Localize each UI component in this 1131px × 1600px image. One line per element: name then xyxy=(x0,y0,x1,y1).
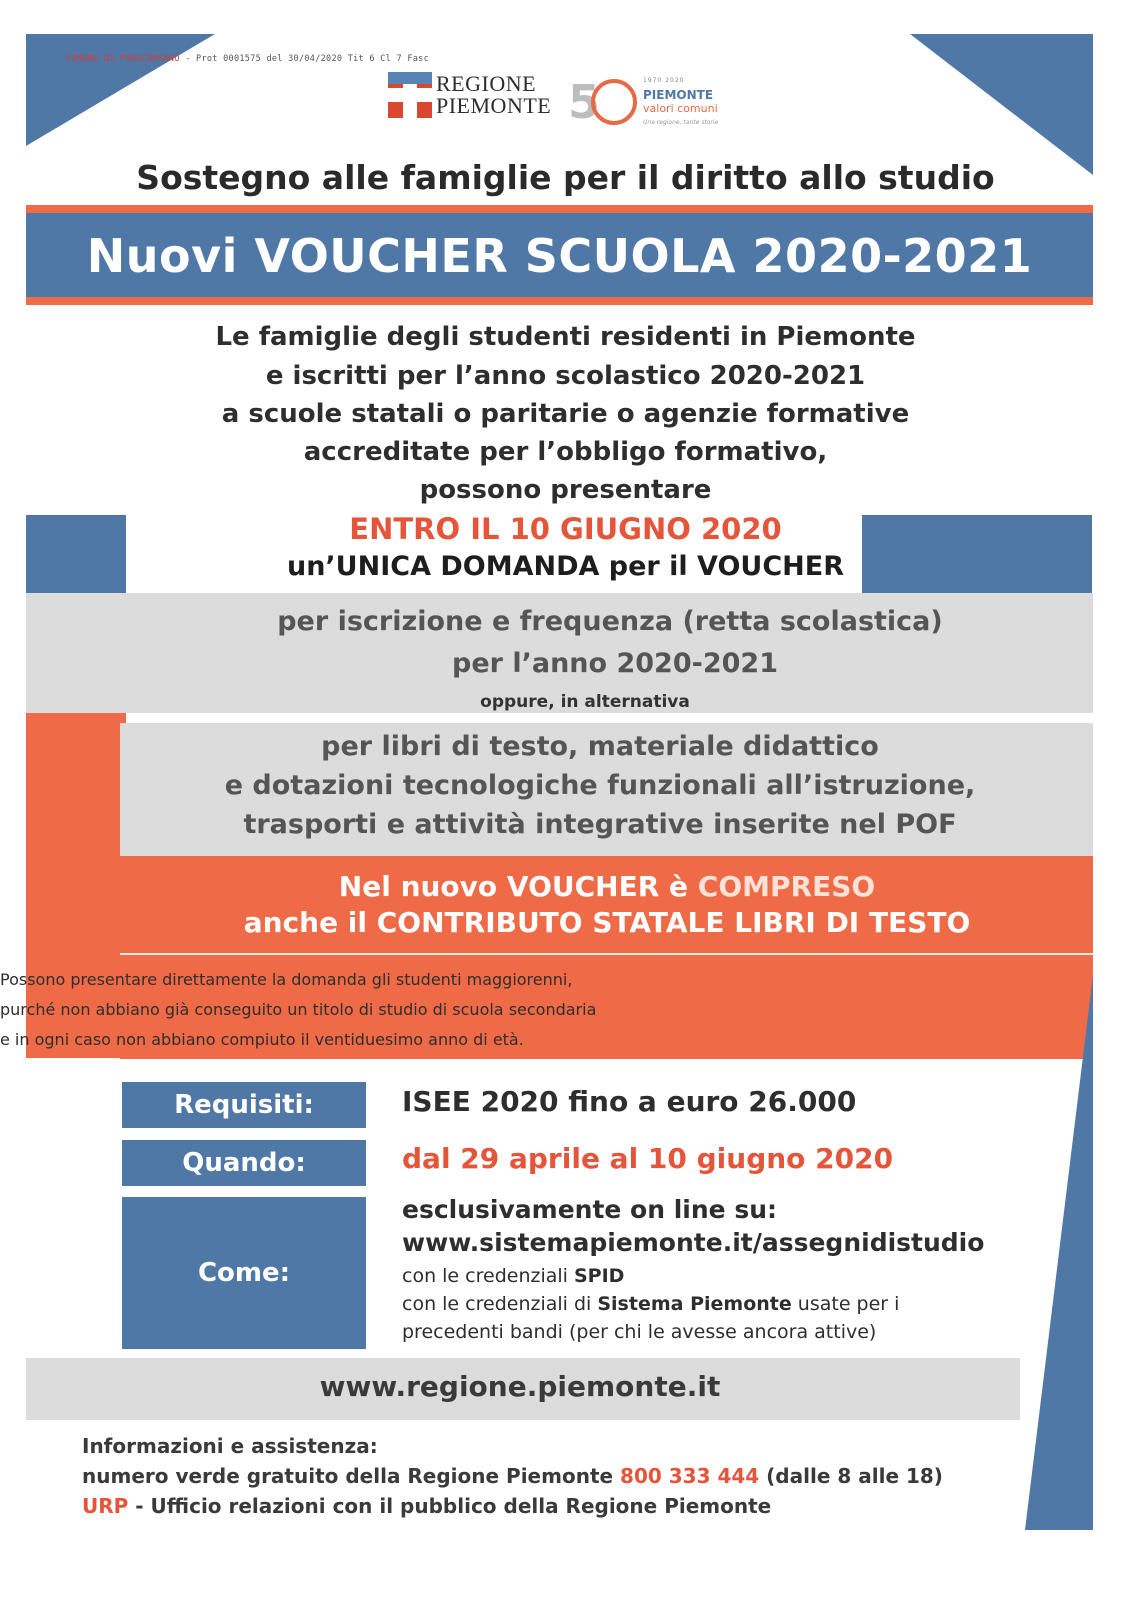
top-left-triangle xyxy=(26,34,215,146)
regione-logo-text xyxy=(436,73,551,117)
come-sp-suffix: usate per i xyxy=(791,1293,900,1315)
come-spid-line xyxy=(402,1265,624,1287)
come-sp: Sistema Piemonte xyxy=(597,1293,792,1315)
come-spid-prefix: con le credenziali xyxy=(402,1265,574,1287)
regione-logo-line1: REGIONE xyxy=(436,71,537,96)
page-subtitle: Sostegno alle famiglie per il diritto allo studio xyxy=(136,158,995,197)
fifty-years-logo xyxy=(568,74,718,130)
fifty-circle-icon xyxy=(591,79,637,125)
regione-piemonte-logo xyxy=(388,72,551,118)
protocol-number: - Prot 0001575 del 30/04/2020 Tit 6 Cl 7 Fasc xyxy=(185,54,429,64)
intro-line-5: possono presentare xyxy=(419,475,712,505)
title-stripe-top xyxy=(26,205,1093,213)
info-heading: Informazioni e assistenza: xyxy=(82,1434,378,1458)
title-stripe-bottom xyxy=(26,297,1093,305)
fifty-logo-text xyxy=(643,74,718,130)
come-sp-prefix: con le credenziali di xyxy=(402,1293,598,1315)
fifty-piemonte: PIEMONTE xyxy=(643,88,714,102)
regione-shield-icon xyxy=(388,72,432,118)
option2-line-1: per libri di testo, materiale didattico xyxy=(321,731,879,762)
compreso-text: Nel nuovo VOUCHER è xyxy=(338,870,698,903)
quando-value: dal 29 aprile al 10 giugno 2020 xyxy=(402,1142,894,1175)
intro-line-2: e iscritti per l’anno scolastico 2020-2021 xyxy=(265,361,866,391)
quando-label: Quando: xyxy=(122,1140,366,1186)
website-link[interactable]: www.regione.piemonte.it xyxy=(319,1370,721,1403)
info-urp: URP xyxy=(82,1494,129,1518)
compreso-line-1 xyxy=(126,870,1088,903)
requisiti-value: ISEE 2020 fino a euro 26.000 xyxy=(402,1085,857,1118)
top-right-triangle xyxy=(910,34,1093,175)
note-line-2: purché non abbiano già conseguito un titolo di studio di scuola secondaria xyxy=(0,1000,597,1019)
intro-line-3: a scuole statali o paritarie o agenzie formative xyxy=(221,399,910,429)
note-line-1: Possono presentare direttamente la domanda gli studenti maggiorenni, xyxy=(0,970,573,989)
page-title: Nuovi VOUCHER SCUOLA 2020-2021 xyxy=(86,229,1033,283)
come-line-1: esclusivamente on line su: xyxy=(402,1195,777,1224)
come-last-line: precedenti bandi (per chi le avesse ancora attive) xyxy=(402,1321,877,1343)
title-band xyxy=(26,205,1093,305)
fifty-number: 5 xyxy=(568,75,598,129)
fifty-valori: valori comuni xyxy=(643,102,718,115)
info-phone-hours: (dalle 8 alle 18) xyxy=(759,1464,943,1488)
single-application-text: un’UNICA DOMANDA per il VOUCHER xyxy=(286,551,845,582)
compreso-line-2: anche il CONTRIBUTO STATALE LIBRI DI TESTO xyxy=(243,906,971,939)
note-line-3: e in ogni caso non abbiano compiuto il ventiduesimo anno di età. xyxy=(0,1030,524,1049)
option1-line-1: per iscrizione e frequenza (retta scolastica) xyxy=(277,606,943,637)
intro-line-4: accreditate per l’obbligo formativo, xyxy=(303,437,828,467)
protocol-prefix: COMUNE DI PRASCORSANO xyxy=(66,54,180,64)
deadline-text: ENTRO IL 10 GIUGNO 2020 xyxy=(349,512,782,546)
come-label: Come: xyxy=(122,1197,366,1349)
requisiti-label: Requisiti: xyxy=(122,1082,366,1128)
info-phone-number[interactable]: 800 333 444 xyxy=(620,1464,760,1488)
come-url: www.sistemapiemonte.it/assegnidistudio xyxy=(402,1228,985,1257)
info-urp-text: - Ufficio relazioni con il pubblico della Regione Piemonte xyxy=(128,1494,772,1518)
option1-line-2: per l’anno 2020-2021 xyxy=(452,648,778,679)
protocol-stamp xyxy=(66,54,429,64)
info-phone-line xyxy=(82,1464,943,1488)
option2-line-2: e dotazioni tecnologiche funzionali all’istruzione, xyxy=(224,770,976,801)
option2-line-3: trasporti e attività integrative inserite nel POF xyxy=(243,809,957,840)
info-phone-prefix: numero verde gratuito della Regione Piemonte xyxy=(82,1464,621,1488)
come-sp-line xyxy=(402,1293,899,1315)
regione-logo-line2: PIEMONTE xyxy=(436,93,552,118)
compreso-highlight: COMPRESO xyxy=(697,870,876,903)
fifty-tagline: Una regione, tante storie xyxy=(643,119,719,126)
come-spid: SPID xyxy=(573,1265,625,1287)
intro-line-1: Le famiglie degli studenti residenti in Piemonte xyxy=(215,322,916,352)
orange-divider xyxy=(120,953,1093,955)
info-urp-line xyxy=(82,1494,771,1518)
fifty-years-small: 1970 2020 xyxy=(643,77,685,84)
alternative-text: oppure, in alternativa xyxy=(480,692,690,712)
